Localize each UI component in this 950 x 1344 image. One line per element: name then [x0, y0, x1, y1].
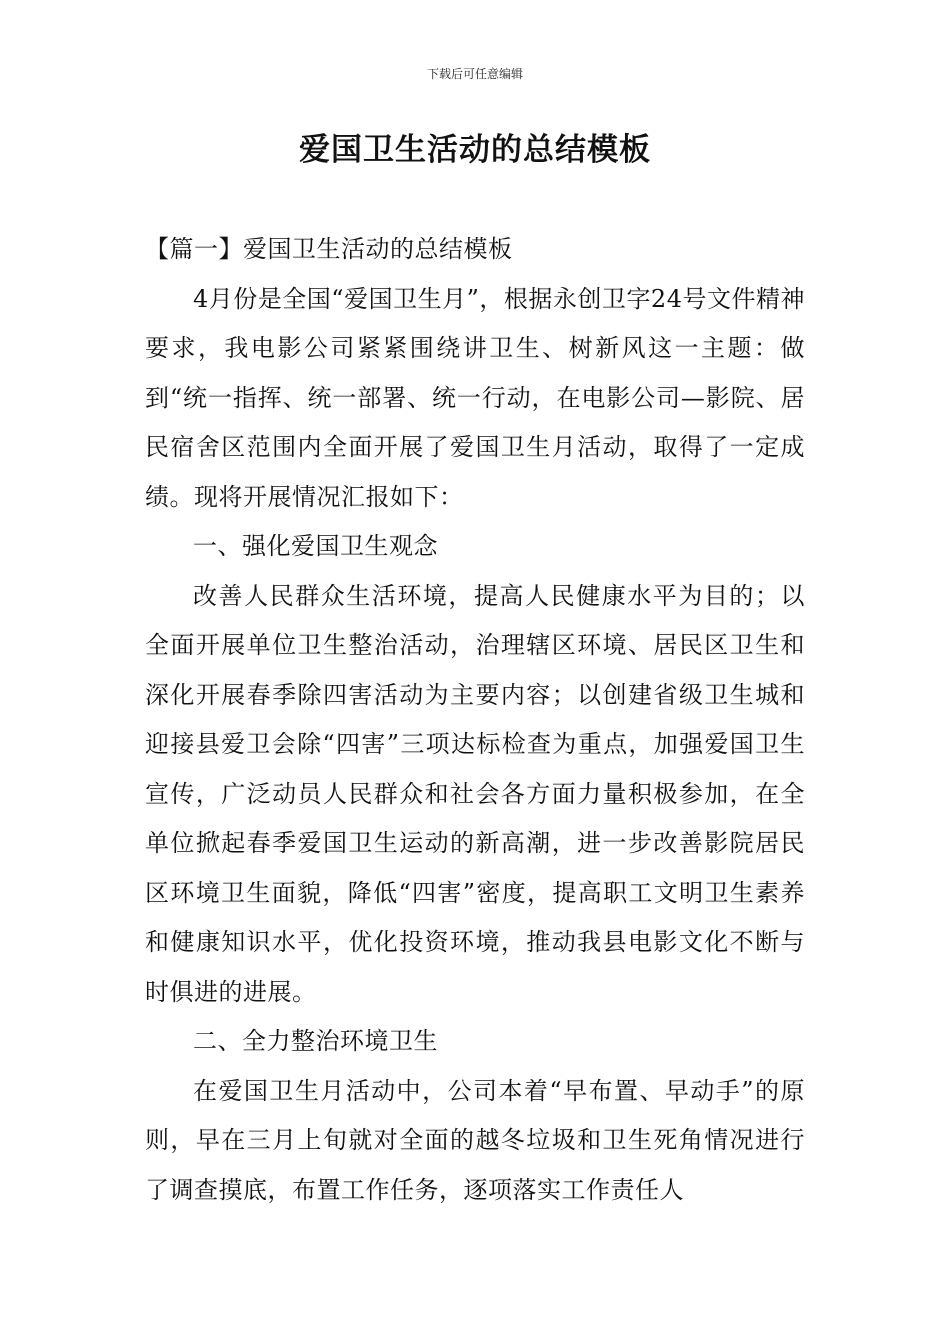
section-heading-1: 一、强化爱国卫生观念: [193, 532, 438, 560]
page-title: 爱国卫生活动的总结模板: [299, 132, 651, 168]
part-heading: 【篇一】爱国卫生活动的总结模板: [145, 235, 513, 263]
header-note: 下载后可任意编辑: [426, 67, 523, 81]
paragraph-section-2: 在爱国卫生月活动中，公司本着“早布置、早动手”的原则，早在三月上旬就对全面的越冬垃圾和卫生死角情况进行了调查摸底，布置工作任务，逐项落实工作责任人: [145, 1076, 805, 1204]
paragraph-section-1: 改善人民群众生活环境，提高人民健康水平为目的；以全面开展单位卫生整治活动，治理辖区环境、居民区卫生和深化开展春季除四害活动为主要内容；以创建省级卫生城和迎接县爱卫会除“四害”三项达标检查为重点，加强爱国卫生宣传，广泛动员人民群众和社会各方面力量积极参加，在全单位掀起春季爱国卫生运动的新高潮，进一步改善影院居民区环境卫生面貌，降低“四害”密度，提高职工文明卫生素养和健康知识水平，优化投资环境，推动我县电影文化不断与时俱进的进展。: [145, 581, 805, 1006]
paragraph-intro: 4月份是全国“爱国卫生月”，根据永创卫字24号文件精神要求，我电影公司紧紧围绕讲卫生、树新风这一主题：做到“统一指挥、统一部署、统一行动，在电影公司—影院、居民宿舍区范围内全面开展了爱国卫生月活动，取得了一定成绩。现将开展情况汇报如下：: [145, 284, 805, 511]
section-heading-2: 二、全力整治环境卫生: [193, 1027, 438, 1055]
document-body: [145, 225, 805, 1215]
